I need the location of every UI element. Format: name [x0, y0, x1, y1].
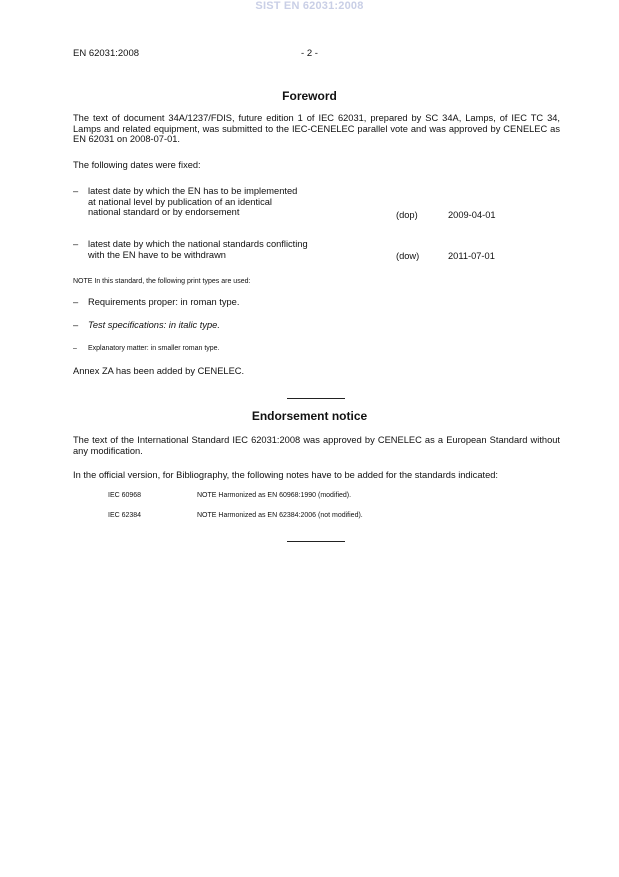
- print-type-text: Requirements proper: in roman type.: [88, 297, 240, 307]
- description-line: latest date by which the national standards conflicting: [88, 239, 308, 249]
- reference-note: NOTE Harmonized as EN 60968:1990 (modified).: [197, 492, 352, 499]
- dash-bullet: –: [73, 239, 79, 249]
- date-abbreviation: (dop): [396, 210, 418, 220]
- description-line: with the EN have to be withdrawn: [88, 249, 226, 260]
- section-separator: [287, 398, 345, 399]
- description-line: at national level by publication of an identical: [88, 196, 272, 207]
- bibliography-intro: In the official version, for Bibliography, the following notes have to be added for the standards indicated:: [73, 470, 498, 480]
- date-row-description: [88, 186, 388, 218]
- reference-standard: IEC 62384: [108, 512, 142, 519]
- dates-intro: The following dates were fixed:: [73, 160, 201, 170]
- reference-row: [108, 492, 528, 502]
- reference-note: NOTE Harmonized as EN 62384:2006 (not modified).: [197, 512, 363, 519]
- date-value: 2011-07-01: [448, 251, 495, 261]
- date-row-description: [88, 239, 388, 260]
- annex-statement: Annex ZA has been added by CENELEC.: [73, 366, 245, 376]
- date-row-dow: [73, 239, 560, 263]
- dash-bullet: –: [73, 186, 79, 196]
- endorsement-text: The text of the International Standard IEC 62031:2008 was approved by CENELEC as a European Standard without any modification.: [73, 435, 560, 456]
- dash-bullet: –: [73, 320, 79, 330]
- print-type-italic: [73, 320, 560, 332]
- dash-bullet: –: [73, 345, 77, 352]
- endorsement-title: Endorsement notice: [251, 409, 368, 423]
- page-number: - 2 -: [301, 48, 318, 59]
- date-value: 2009-04-01: [448, 210, 496, 220]
- dash-bullet: –: [73, 297, 79, 307]
- print-type-text: Test specifications: in italic type.: [88, 320, 220, 330]
- date-row-dop: [73, 186, 560, 220]
- foreword-intro: The text of document 34A/1237/FDIS, future edition 1 of IEC 62031, prepared by SC 34A, Lamps, of IEC TC 34, Lamps and related equipment, was submitted to the IEC-CENELEC parallel vote and was approved by CENELEC as EN 62031 on 2008-07-01.: [73, 113, 560, 145]
- section-separator: [287, 541, 345, 542]
- description-line: latest date by which the EN has to be implemented: [88, 186, 298, 196]
- watermark: SIST EN 62031:2008: [255, 0, 364, 12]
- print-type-text: Explanatory matter: in smaller roman type.: [88, 345, 220, 352]
- print-types-note: NOTE In this standard, the following print types are used:: [73, 278, 251, 285]
- description-line: national standard or by endorsement: [88, 207, 240, 218]
- foreword-title: Foreword: [282, 89, 337, 103]
- document-id: EN 62031:2008: [73, 48, 140, 59]
- date-abbreviation: (dow): [396, 251, 420, 261]
- reference-standard: IEC 60968: [108, 492, 142, 499]
- reference-row: [108, 512, 528, 522]
- print-type-roman: [73, 297, 560, 309]
- print-type-smaller: [73, 344, 560, 354]
